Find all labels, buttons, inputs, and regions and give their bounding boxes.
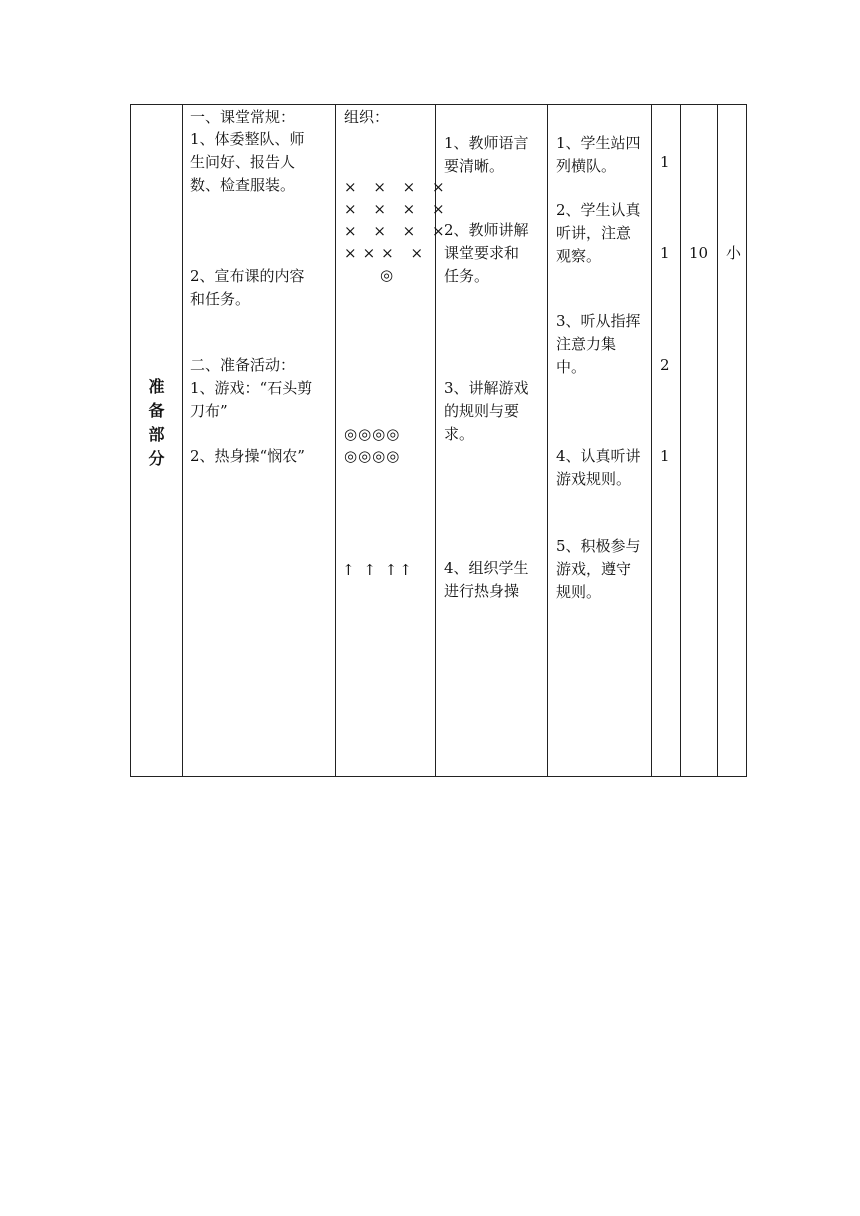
circle-row: ◎◎◎◎ [344,447,401,465]
teacher-item1-line1: 1、教师语言 [444,134,529,152]
column-divider [680,105,681,776]
arrow-row: ↑ ↑ ↑↑ [342,561,414,579]
teacher-item3-line3: 求。 [444,425,475,443]
student-item2-line3: 观察。 [556,247,602,265]
student-item1-line2: 列横队。 [556,157,617,175]
teacher-item2-line3: 任务。 [444,267,490,285]
column-divider [651,105,652,776]
student-item5-line2: 游戏，遵守 [556,560,632,578]
routine-item2-line1: 2、宣布课的内容 [190,267,305,285]
routine-item1-line1: 1、体委整队、师 [190,130,305,148]
student-item4-line2: 游戏规则。 [556,470,632,488]
total-time: 10 [689,244,709,262]
column-divider [717,105,718,776]
teacher-item1-line2: 要清晰。 [444,157,505,175]
student-item2-line1: 2、学生认真 [556,201,641,219]
student-item3-line1: 3、听从指挥 [556,312,641,330]
prep-item1-line1: 1、游戏：“石头剪 [190,379,313,397]
organization-label: 组织： [344,108,390,126]
teacher-item4-line1: 4、组织学生 [444,559,529,577]
time-value: 1 [660,244,670,262]
student-item2-line2: 听讲，注意 [556,224,632,242]
time-value: 1 [660,447,670,465]
formation-row: × × × × [344,200,451,218]
formation-row: ××× × [344,244,430,262]
routine-item1-line2: 生问好、报告人 [190,153,296,171]
student-item1-line1: 1、学生站四 [556,134,641,152]
intensity: 小 [726,244,742,262]
lesson-plan-table [130,104,747,777]
formation-row: × × × × [344,222,451,240]
student-item5-line3: 规则。 [556,583,602,601]
student-item4-line1: 4、认真听讲 [556,447,641,465]
student-item5-line1: 5、积极参与 [556,537,641,555]
section-label: 准 备 部 分 [148,377,165,468]
teacher-item3-line2: 的规则与要 [444,402,520,420]
teacher-item4-line2: 进行热身操 [444,582,520,600]
prep-item1-line2: 刀布” [190,402,228,420]
routine-title: 一、课堂常规： [190,108,296,126]
teacher-item2-line2: 课堂要求和 [444,244,520,262]
formation-row: × × × × [344,178,451,196]
teacher-mark: ◎ [380,266,394,284]
routine-item2-line2: 和任务。 [190,290,251,308]
column-divider [335,105,336,776]
time-value: 2 [660,356,670,374]
circle-row: ◎◎◎◎ [344,425,401,443]
teacher-item3-line1: 3、讲解游戏 [444,379,529,397]
routine-item1-line3: 数、检查服装。 [190,176,296,194]
prep-item2: 2、热身操“悯农” [190,447,305,465]
student-item3-line3: 中。 [556,358,587,376]
column-divider [182,105,183,776]
prep-title: 二、准备活动： [190,356,296,374]
time-value: 1 [660,153,670,171]
column-divider [547,105,548,776]
teacher-item2-line1: 2、教师讲解 [444,221,529,239]
student-item3-line2: 注意力集 [556,335,617,353]
